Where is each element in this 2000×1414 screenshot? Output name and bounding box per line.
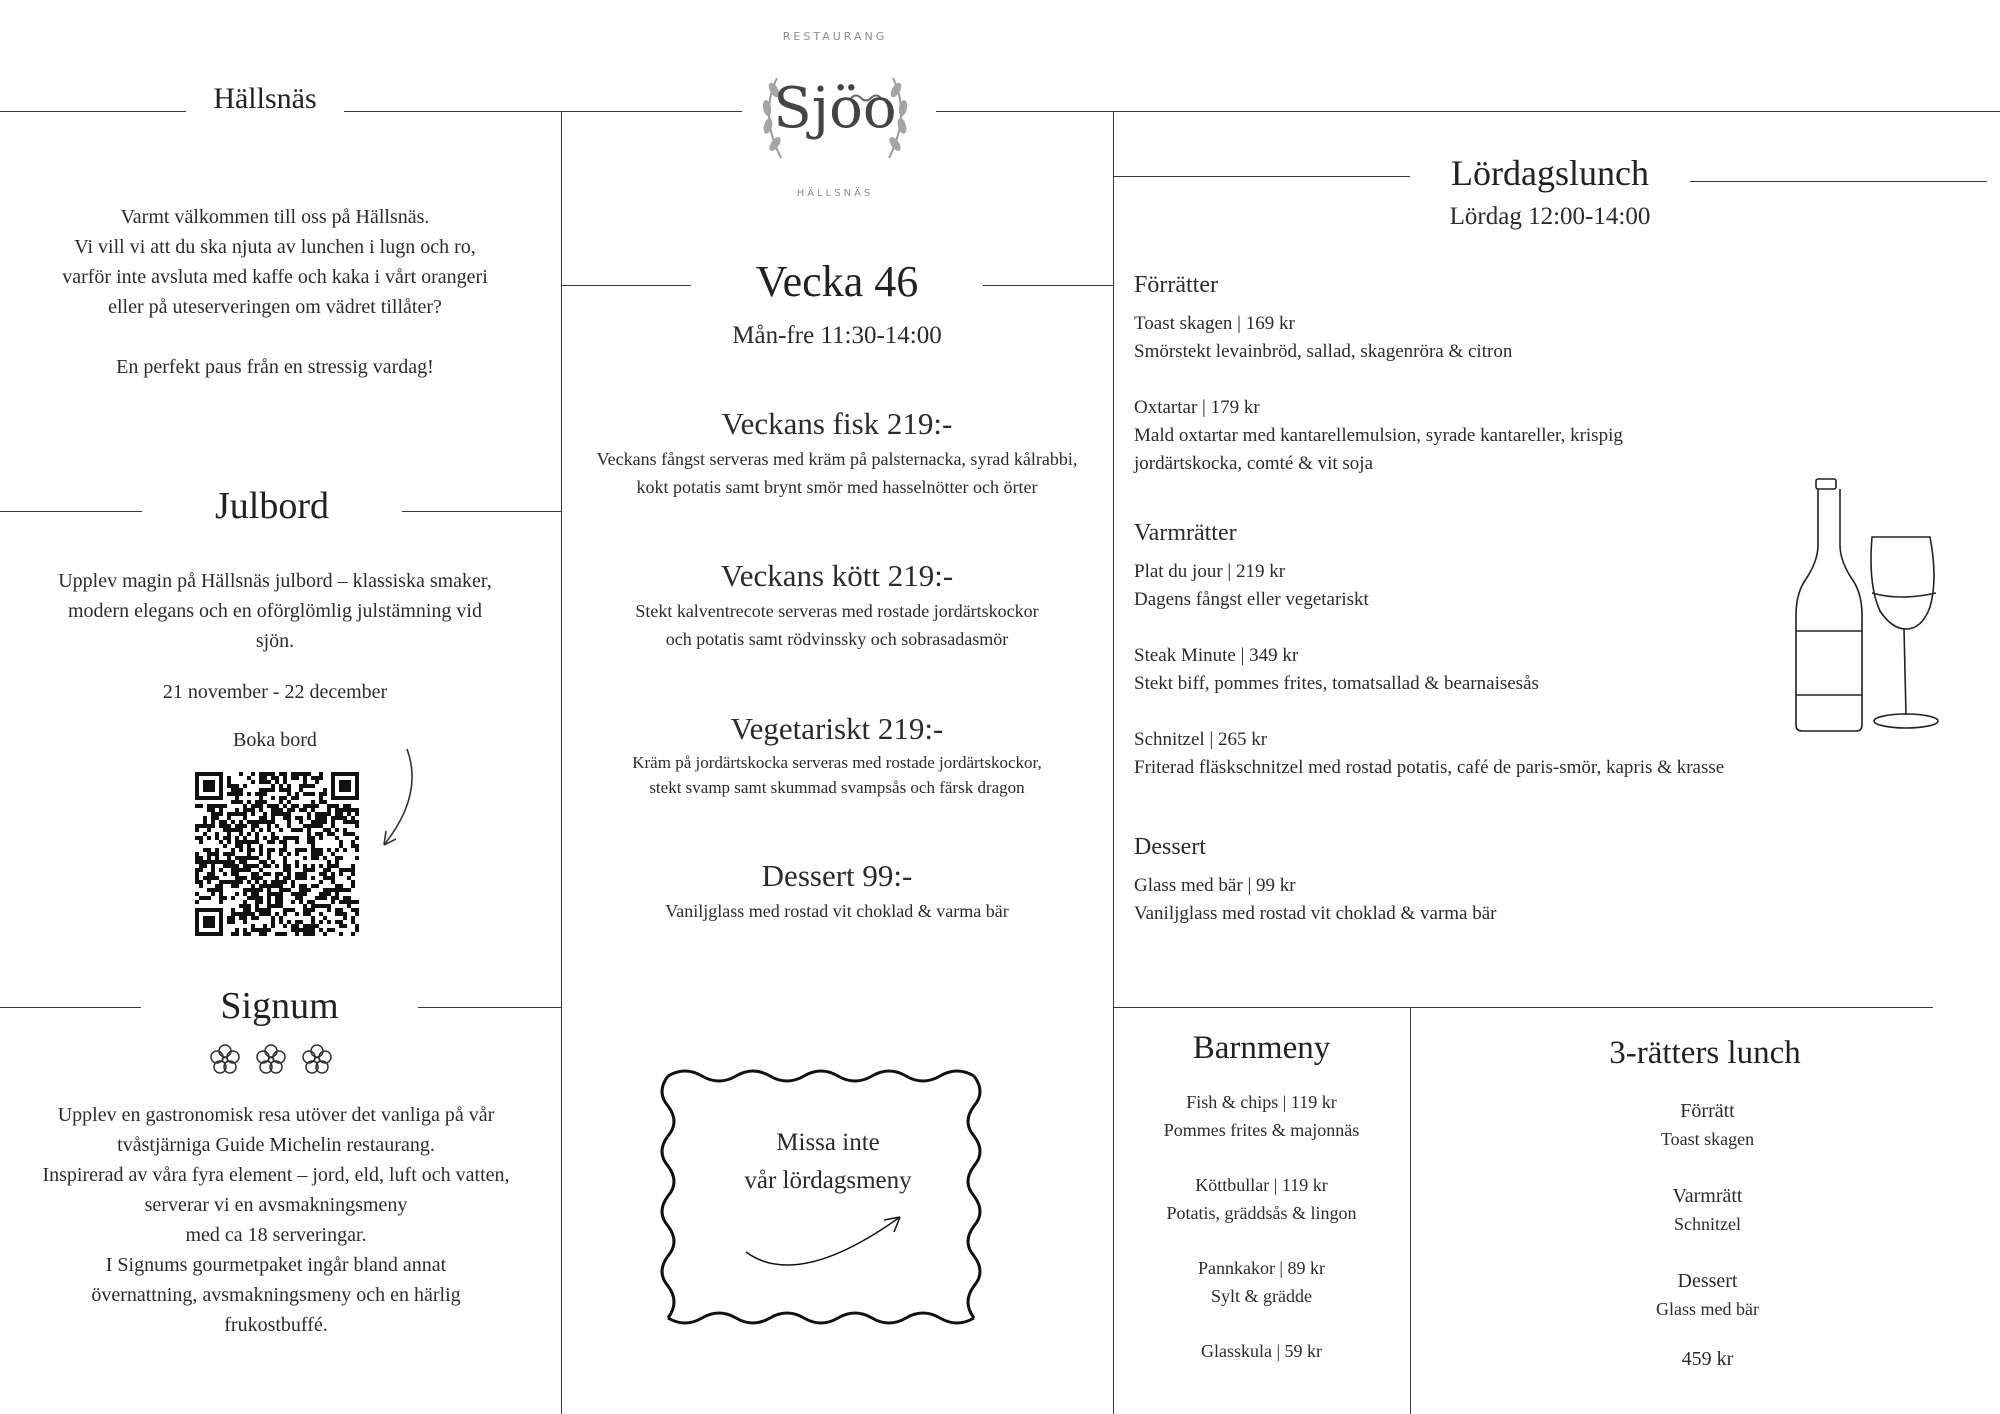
signum-line: tvåstjärniga Guide Michelin restaurang. [117,1134,435,1156]
dish-dessert [561,855,1113,925]
vecka-rule-right [983,285,1113,286]
curved-arrow-icon [372,745,432,855]
signum-line: I Signums gourmetpaket ingår bland annat [105,1254,447,1276]
dish-meat [561,555,1113,653]
signum-line: övernattning, avsmakningsmeny och en härlig [91,1284,461,1306]
dish-title: Veckans kött 219:- [720,558,954,593]
bottom-right-rule [1113,1007,1933,1008]
barnmeny-title: Barnmeny [1192,1030,1331,1066]
dish-desc-line: Kräm på jordärtskocka serveras med rostade jordärtskockor, [632,753,1042,772]
top-left-rule [0,111,186,112]
julbord-line: sjön. [255,630,295,652]
barnmeny-item-desc: Sylt & grädde [1211,1286,1312,1306]
signum-line: frukostbuffé. [224,1314,328,1336]
julbord-line: modern elegans och en oförglömlig julstämning vid [67,600,482,622]
signum-line: Upplev en gastronomisk resa utöver det vanliga på vår [57,1104,495,1126]
top-right-rule [936,111,2000,112]
hallsnas-line: Vi vill vi att du ska njuta av lunchen i lugn och ro, [74,236,476,258]
menu-item-desc: Vaniljglass med rostad vit choklad & varma bär [1134,903,1497,924]
three-course-title: 3-rätters lunch [1609,1035,1801,1071]
julbord-dates: 21 november - 22 december [162,681,388,703]
section-heading: Dessert [1134,834,1206,860]
barnmeny-item-name: Köttbullar | 119 kr [1195,1175,1328,1195]
barnmeny-item-desc: Potatis, gräddsås & lingon [1166,1203,1357,1223]
dish-desc-line: kokt potatis samt brynt smör med hasselnötter och örter [636,477,1038,497]
julbord-rule-right [402,511,561,512]
hallsnas-line: varför inte avsluta med kaffe och kaka i vårt orangeri [62,266,488,288]
three-course-item-desc: Glass med bär [1656,1299,1759,1319]
hallsnas-title: Hällsnäs [213,82,317,115]
signum-rule-right [418,1007,561,1008]
menu-item-name: Glass med bär | 99 kr [1134,875,1296,896]
dish-title: Dessert 99:- [761,858,913,893]
signum-text [0,1100,552,1340]
menu-item-desc: jordärtskocka, comté & vit soja [1134,453,1374,474]
hallsnas-closing: En perfekt paus från en stressig vardag! [116,356,434,378]
menu-item-desc: Friterad fläskschnitzel med rostad potatis, café de paris-smör, kapris & krasse [1134,757,1725,778]
barnmeny-item-desc: Pommes frites & majonnäs [1163,1120,1360,1140]
missa-line: vår lördagsmeny [744,1167,912,1194]
menu-item [1134,394,1894,478]
dish-desc-line: Veckans fångst serveras med kräm på palsternacka, syrad kålrabbi, [596,449,1078,469]
three-course-item-desc: Schnitzel [1674,1214,1741,1234]
menu-item-name: Plat du jour | 219 kr [1134,561,1286,582]
julbord-line: Upplev magin på Hällsnäs julbord – klassiska smaker, [58,570,492,592]
menu-item-desc: Dagens fångst eller vegetariskt [1134,589,1369,610]
barnmeny-item-name: Fish & chips | 119 kr [1186,1092,1337,1112]
barnmeny-item-name: Pannkakor | 89 kr [1197,1258,1326,1278]
signum-line: med ca 18 serveringar. [185,1224,367,1246]
top-left-rule-2 [344,111,742,112]
three-course-item-name: Förrätt [1680,1100,1735,1122]
dish-desc-line: Stekt kalventrecote serveras med rostade jordärtskockor [635,601,1039,621]
restaurant-logo [729,20,941,210]
logo-name: Sjöo [773,76,897,141]
dish-fish [561,403,1113,501]
barnmeny-item-name: Glasskula | 59 kr [1200,1341,1323,1361]
missa-text[interactable] [690,1124,966,1200]
section-heading: Förrätter [1134,272,1218,298]
dish-title: Veckans fisk 219:- [721,406,953,441]
menu-item-name: Schnitzel | 265 kr [1134,729,1268,750]
week-hours: Mån-fre 11:30-14:00 [732,322,942,349]
hallsnas-line: Varmt välkommen till oss på Hällsnäs. [120,206,430,228]
signum-line: Inspirerad av våra fyra element – jord, eld, luft och vatten, [42,1164,510,1186]
dish-title: Vegetariskt 219:- [730,711,944,746]
book-table-link[interactable]: Boka bord [233,729,317,751]
qr-code[interactable] [195,772,359,936]
three-course-list [1410,1097,2000,1373]
signum-rule-left [0,1007,141,1008]
julbord-text [12,566,538,656]
menu-item-desc: Stekt biff, pommes frites, tomatsallad & bearnaisesås [1134,673,1539,694]
three-course-price: 459 kr [1681,1348,1734,1370]
menu-item-desc: Smörstekt levainbröd, sallad, skagenröra & citron [1134,341,1513,362]
vecka-rule-left [561,285,691,286]
menu-item [1134,872,1894,928]
qr-code-icon [195,772,359,936]
lordag-rule-right [1690,181,1987,182]
section-heading: Varmrätter [1134,520,1237,546]
menu-item-name: Steak Minute | 349 kr [1134,645,1299,666]
lordag-hours: Lördag 12:00-14:00 [1449,203,1651,230]
week-title: Vecka 46 [755,257,919,306]
dish-desc-line: stekt svamp samt skummad svampsås och färsk dragon [649,778,1025,797]
julbord-title: Julbord [215,485,329,527]
dish-desc-line: Vaniljglass med rostad vit choklad & varma bär [665,901,1009,921]
menu-item [1134,310,1894,366]
menu-item-desc: Mald oxtartar med kantarellemulsion, syrade kantareller, krispig [1134,425,1623,446]
michelin-stars-icon [205,1040,341,1078]
dish-desc-line: och potatis samt rödvinssky och sobrasadasmör [665,629,1009,649]
lordag-rule-left [1113,176,1410,177]
signum-line: serverar vi en avsmakningsmeny [144,1194,408,1216]
barnmeny-list [1113,1088,1410,1365]
logo-bottom-text: HÄLLSNÄS [796,188,874,199]
menu-item-name: Toast skagen | 169 kr [1134,313,1295,334]
hallsnas-line: eller på uteserveringen om vädret tillåter? [108,296,442,318]
missa-line: Missa inte [776,1129,880,1156]
three-course-item-name: Varmrätt [1672,1185,1743,1207]
wine-bottle-glass-icon [1780,475,1940,737]
three-course-item-desc: Toast skagen [1660,1129,1755,1149]
lordag-title: Lördagslunch [1451,153,1649,193]
hallsnas-text [0,202,550,382]
logo-top-text: RESTAURANG [782,30,888,43]
three-course-item-name: Dessert [1677,1270,1738,1292]
signum-title: Signum [220,985,339,1027]
dish-vegetarian [561,708,1113,800]
menu-item-name: Oxtartar | 179 kr [1134,397,1260,418]
julbord-rule-left [0,511,142,512]
